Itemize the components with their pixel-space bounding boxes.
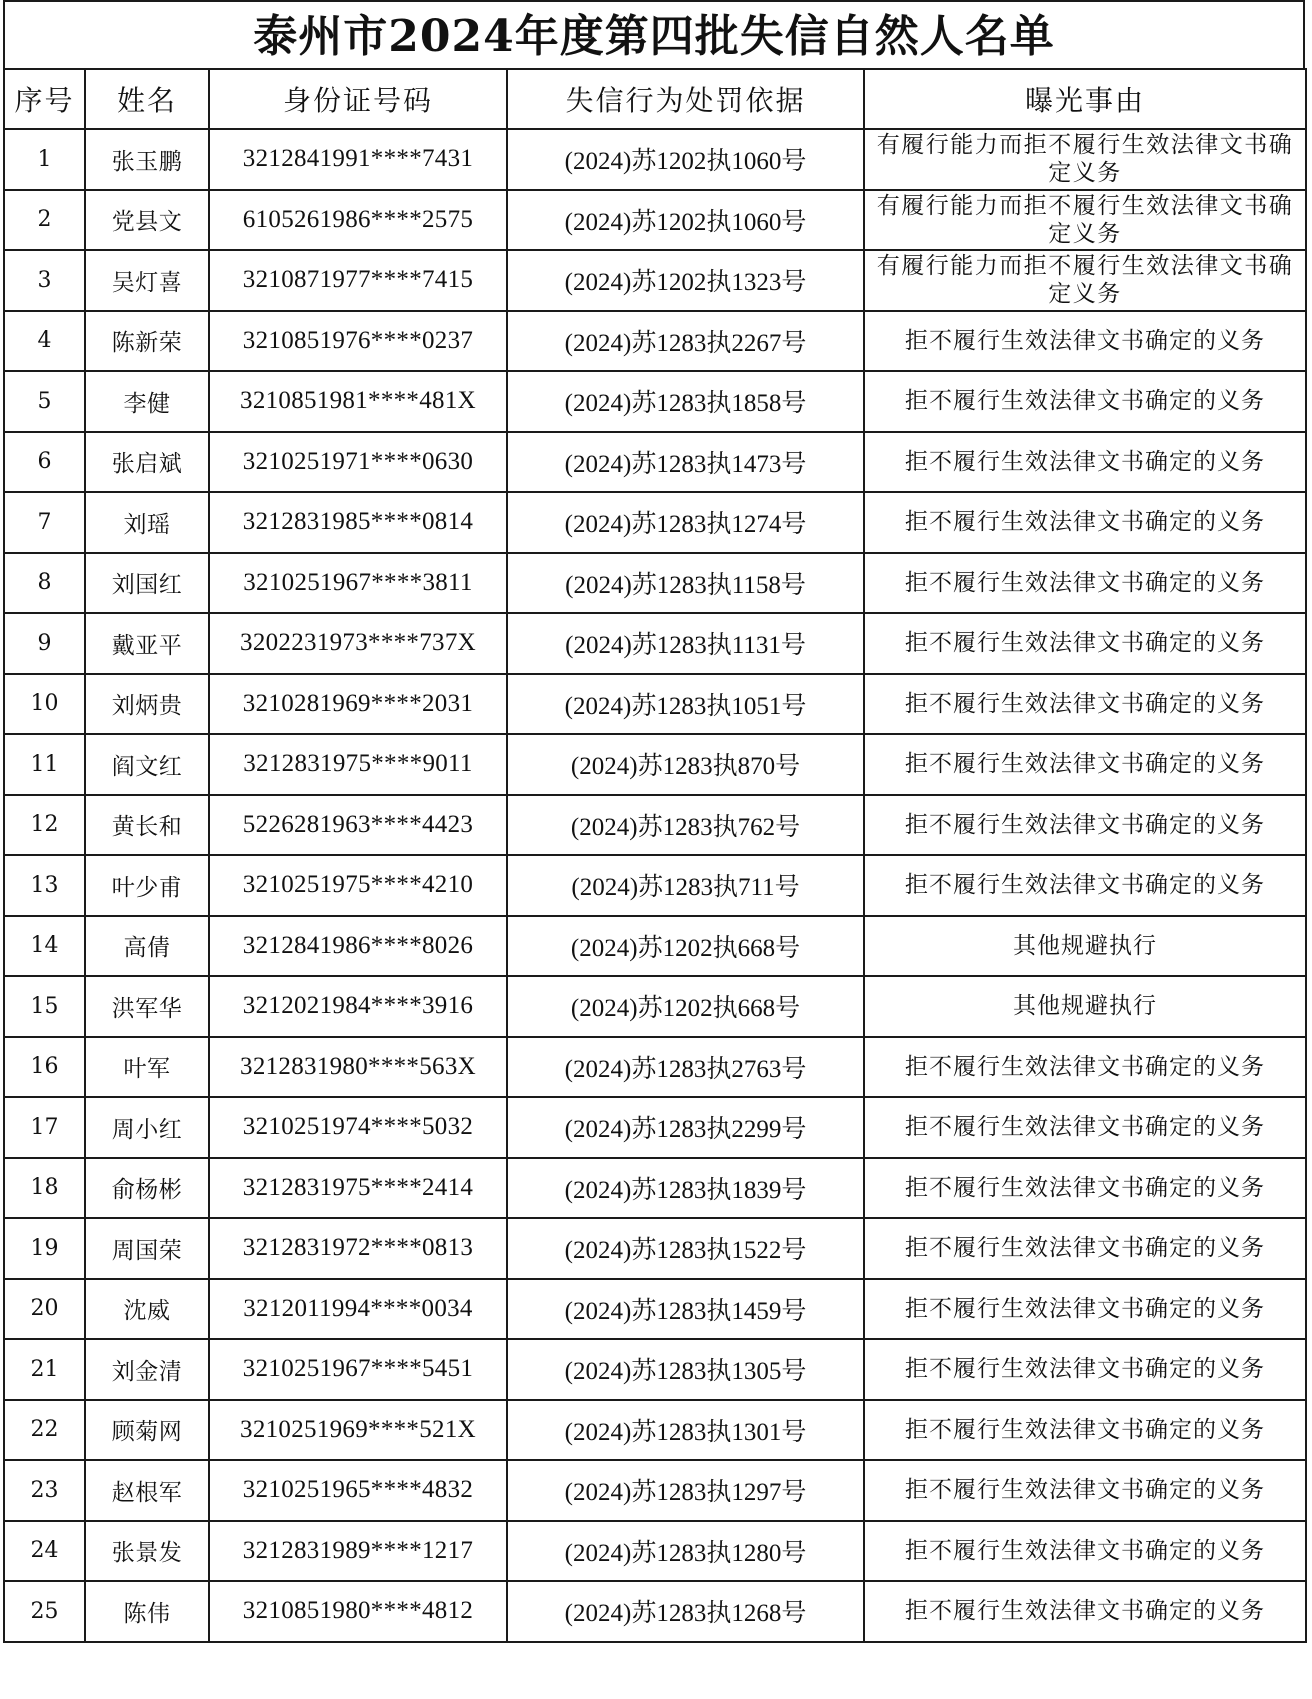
id-number: 3212831980****563X [209,1037,507,1098]
penalty-basis: (2024)苏1283执1459号 [507,1279,864,1340]
id-number: 3212831972****0813 [209,1218,507,1279]
penalty-basis: (2024)苏1283执1280号 [507,1521,864,1582]
exposure-reason: 拒不履行生效法律文书确定的义务 [864,553,1306,614]
table-row [4,1158,1306,1219]
person-name: 赵根军 [85,1460,209,1521]
id-number: 3212831985****0814 [209,492,507,553]
row-number: 23 [4,1460,85,1521]
id-number: 3210251965****4832 [209,1460,507,1521]
id-number: 3210251967****5451 [209,1339,507,1400]
person-name: 周国荣 [85,1218,209,1279]
id-number: 3210851976****0237 [209,311,507,372]
penalty-basis: (2024)苏1283执762号 [507,795,864,856]
penalty-basis: (2024)苏1283执1522号 [507,1218,864,1279]
row-number: 16 [4,1037,85,1098]
person-name: 叶军 [85,1037,209,1098]
penalty-basis: (2024)苏1283执1051号 [507,674,864,735]
table-row [4,734,1306,795]
header-row [4,69,1306,129]
page-title: 泰州市2024年度第四批失信自然人名单 [3,0,1305,68]
id-number: 3212841986****8026 [209,916,507,977]
row-number: 12 [4,795,85,856]
row-number: 24 [4,1521,85,1582]
blacklist-document [3,0,1305,1643]
row-number: 15 [4,976,85,1037]
person-name: 吴灯喜 [85,250,209,311]
table-row [4,1218,1306,1279]
exposure-reason: 拒不履行生效法律文书确定的义务 [864,1037,1306,1098]
person-name: 张景发 [85,1521,209,1582]
table-row [4,250,1306,311]
penalty-basis: (2024)苏1283执1158号 [507,553,864,614]
penalty-basis: (2024)苏1283执1839号 [507,1158,864,1219]
penalty-basis: (2024)苏1202执668号 [507,916,864,977]
id-number: 3210251975****4210 [209,855,507,916]
table-row [4,1097,1306,1158]
id-number: 3210251974****5032 [209,1097,507,1158]
row-number: 5 [4,371,85,432]
exposure-reason: 拒不履行生效法律文书确定的义务 [864,1521,1306,1582]
id-number: 3212831975****2414 [209,1158,507,1219]
table-row [4,1460,1306,1521]
person-name: 沈威 [85,1279,209,1340]
penalty-basis: (2024)苏1283执1268号 [507,1581,864,1642]
penalty-basis: (2024)苏1283执2267号 [507,311,864,372]
penalty-basis: (2024)苏1283执1274号 [507,492,864,553]
table-row [4,371,1306,432]
table-row [4,190,1306,251]
exposure-reason: 拒不履行生效法律文书确定的义务 [864,1158,1306,1219]
person-name: 张玉鹏 [85,129,209,190]
id-number: 3210851980****4812 [209,1581,507,1642]
person-name: 陈新荣 [85,311,209,372]
exposure-reason: 拒不履行生效法律文书确定的义务 [864,1400,1306,1461]
table-row [4,1400,1306,1461]
person-name: 周小红 [85,1097,209,1158]
person-name: 李健 [85,371,209,432]
row-number: 8 [4,553,85,614]
column-header-number: 序号 [4,69,85,129]
person-name: 叶少甫 [85,855,209,916]
penalty-basis: (2024)苏1283执1297号 [507,1460,864,1521]
table-body [4,129,1306,1642]
id-number: 6105261986****2575 [209,190,507,251]
blacklist-table [3,68,1307,1643]
exposure-reason: 拒不履行生效法律文书确定的义务 [864,1581,1306,1642]
exposure-reason: 拒不履行生效法律文书确定的义务 [864,674,1306,735]
person-name: 阎文红 [85,734,209,795]
row-number: 2 [4,190,85,251]
person-name: 张启斌 [85,432,209,493]
row-number: 22 [4,1400,85,1461]
table-row [4,674,1306,735]
table-row [4,129,1306,190]
row-number: 1 [4,129,85,190]
person-name: 刘金清 [85,1339,209,1400]
exposure-reason: 有履行能力而拒不履行生效法律文书确定义务 [864,250,1306,311]
exposure-reason: 拒不履行生效法律文书确定的义务 [864,1218,1306,1279]
penalty-basis: (2024)苏1283执1858号 [507,371,864,432]
person-name: 黄长和 [85,795,209,856]
person-name: 顾菊网 [85,1400,209,1461]
column-header-name: 姓名 [85,69,209,129]
person-name: 刘炳贵 [85,674,209,735]
id-number: 3210871977****7415 [209,250,507,311]
table-row [4,1339,1306,1400]
penalty-basis: (2024)苏1202执1060号 [507,190,864,251]
table-row [4,553,1306,614]
exposure-reason: 拒不履行生效法律文书确定的义务 [864,1339,1306,1400]
row-number: 20 [4,1279,85,1340]
row-number: 7 [4,492,85,553]
exposure-reason: 拒不履行生效法律文书确定的义务 [864,795,1306,856]
table-row [4,1581,1306,1642]
exposure-reason: 有履行能力而拒不履行生效法律文书确定义务 [864,190,1306,251]
id-number: 3210251967****3811 [209,553,507,614]
exposure-reason: 其他规避执行 [864,916,1306,977]
penalty-basis: (2024)苏1283执1131号 [507,613,864,674]
row-number: 25 [4,1581,85,1642]
person-name: 洪军华 [85,976,209,1037]
id-number: 3210851981****481X [209,371,507,432]
id-number: 3212831989****1217 [209,1521,507,1582]
person-name: 俞杨彬 [85,1158,209,1219]
penalty-basis: (2024)苏1202执1323号 [507,250,864,311]
exposure-reason: 拒不履行生效法律文书确定的义务 [864,1279,1306,1340]
row-number: 13 [4,855,85,916]
penalty-basis: (2024)苏1283执2299号 [507,1097,864,1158]
row-number: 17 [4,1097,85,1158]
column-header-penalty-basis: 失信行为处罚依据 [507,69,864,129]
row-number: 3 [4,250,85,311]
column-header-id-number: 身份证号码 [209,69,507,129]
row-number: 11 [4,734,85,795]
exposure-reason: 拒不履行生效法律文书确定的义务 [864,734,1306,795]
exposure-reason: 拒不履行生效法律文书确定的义务 [864,1460,1306,1521]
id-number: 3210251969****521X [209,1400,507,1461]
person-name: 刘瑶 [85,492,209,553]
exposure-reason: 拒不履行生效法律文书确定的义务 [864,855,1306,916]
id-number: 3210281969****2031 [209,674,507,735]
exposure-reason: 拒不履行生效法律文书确定的义务 [864,1097,1306,1158]
exposure-reason: 拒不履行生效法律文书确定的义务 [864,371,1306,432]
penalty-basis: (2024)苏1202执1060号 [507,129,864,190]
table-row [4,432,1306,493]
table-row [4,916,1306,977]
row-number: 18 [4,1158,85,1219]
row-number: 9 [4,613,85,674]
exposure-reason: 拒不履行生效法律文书确定的义务 [864,432,1306,493]
table-row [4,1521,1306,1582]
id-number: 3212011994****0034 [209,1279,507,1340]
person-name: 戴亚平 [85,613,209,674]
penalty-basis: (2024)苏1283执711号 [507,855,864,916]
id-number: 3212841991****7431 [209,129,507,190]
person-name: 党县文 [85,190,209,251]
column-header-exposure-reason: 曝光事由 [864,69,1306,129]
table-row [4,795,1306,856]
row-number: 19 [4,1218,85,1279]
row-number: 14 [4,916,85,977]
table-row [4,613,1306,674]
id-number: 3212831975****9011 [209,734,507,795]
person-name: 高倩 [85,916,209,977]
penalty-basis: (2024)苏1202执668号 [507,976,864,1037]
id-number: 3202231973****737X [209,613,507,674]
person-name: 陈伟 [85,1581,209,1642]
row-number: 6 [4,432,85,493]
penalty-basis: (2024)苏1283执2763号 [507,1037,864,1098]
exposure-reason: 拒不履行生效法律文书确定的义务 [864,492,1306,553]
exposure-reason: 其他规避执行 [864,976,1306,1037]
table-row [4,976,1306,1037]
row-number: 10 [4,674,85,735]
exposure-reason: 有履行能力而拒不履行生效法律文书确定义务 [864,129,1306,190]
penalty-basis: (2024)苏1283执1305号 [507,1339,864,1400]
row-number: 4 [4,311,85,372]
penalty-basis: (2024)苏1283执1301号 [507,1400,864,1461]
penalty-basis: (2024)苏1283执1473号 [507,432,864,493]
table-row [4,855,1306,916]
table-row [4,311,1306,372]
table-row [4,1037,1306,1098]
table-row [4,1279,1306,1340]
exposure-reason: 拒不履行生效法律文书确定的义务 [864,613,1306,674]
id-number: 3210251971****0630 [209,432,507,493]
person-name: 刘国红 [85,553,209,614]
table-header [4,69,1306,129]
table-row [4,492,1306,553]
penalty-basis: (2024)苏1283执870号 [507,734,864,795]
id-number: 5226281963****4423 [209,795,507,856]
row-number: 21 [4,1339,85,1400]
exposure-reason: 拒不履行生效法律文书确定的义务 [864,311,1306,372]
id-number: 3212021984****3916 [209,976,507,1037]
